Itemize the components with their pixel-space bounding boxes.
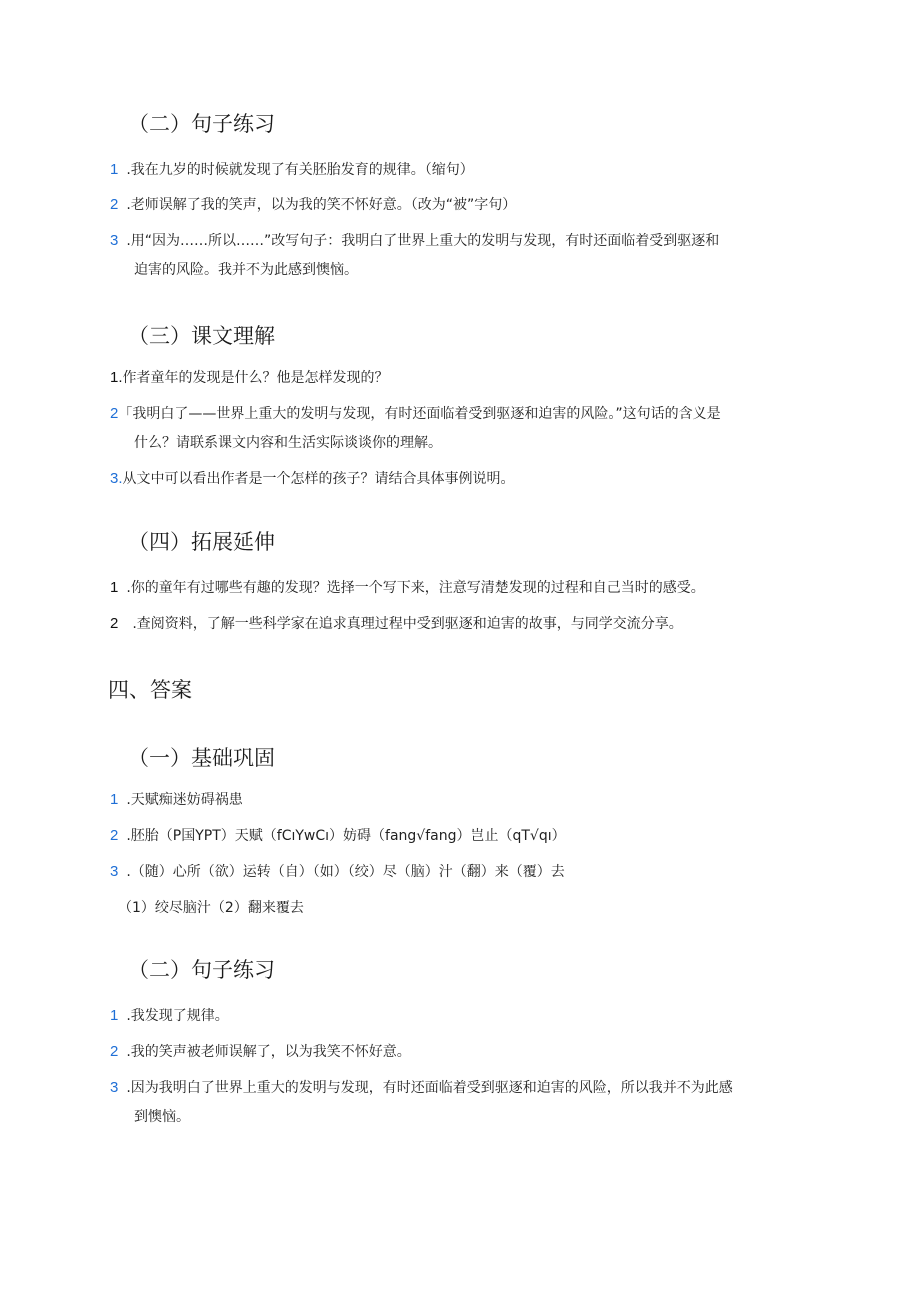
item-text: .天赋痴迷妨碍祸患 — [126, 792, 243, 808]
item-number: 3 — [110, 1079, 119, 1096]
section-heading-answers: 四、答案 — [108, 678, 192, 702]
item-number: 3 — [110, 232, 119, 249]
item-number: 1 — [110, 161, 119, 178]
item-continuation: 什么？请联系课文内容和生活实际谈谈你的理解。 — [134, 435, 442, 451]
section-heading-text-comprehension: （三）课文理解 — [128, 324, 275, 348]
list-item — [110, 865, 565, 879]
list-item — [110, 407, 721, 421]
sub-answer: （1）绞尽脑汁（2）翻来覆去 — [118, 900, 304, 916]
list-item — [110, 1045, 411, 1059]
item-number: 1 — [110, 579, 119, 596]
item-number: 3. — [110, 470, 123, 487]
list-item — [110, 371, 389, 385]
list-item — [110, 198, 516, 212]
item-text: .胚胎（P国YPT）天赋（fCıYwCı）妨碍（fang√fang）岂止（qT√qı） — [126, 828, 566, 844]
item-text: .查阅资料，了解一些科学家在追求真理过程中受到驱逐和迫害的故事，与同学交流分享。 — [132, 616, 683, 632]
list-item — [110, 793, 243, 807]
item-text: .因为我明白了世界上重大的发明与发现，有时还面临着受到驱逐和迫害的风险，所以我并不为此感 — [126, 1080, 733, 1096]
item-number: 1. — [110, 369, 123, 386]
item-continuation: 迫害的风险。我并不为此感到懊恼。 — [134, 262, 358, 278]
item-text: .我的笑声被老师误解了，以为我笑不怀好意。 — [126, 1044, 411, 1060]
item-number: 2 — [110, 615, 119, 632]
item-number: 2 — [110, 196, 119, 213]
item-text: 「我明白了——世界上重大的发明与发现，有时还面临着受到驱逐和迫害的风险。”这句话的含义是 — [118, 406, 721, 422]
item-text: 作者童年的发现是什么？他是怎样发现的？ — [122, 370, 389, 386]
item-text: .你的童年有过哪些有趣的发现？选择一个写下来，注意写清楚发现的过程和自己当时的感受。 — [126, 580, 705, 596]
item-text: .用“因为……所以……”改写句子：我明白了世界上重大的发明与发现，有时还面临着受到驱逐和 — [126, 233, 720, 249]
item-number: 1 — [110, 791, 119, 808]
section-heading-sentence-practice-answers: （二）句子练习 — [128, 958, 275, 982]
list-item — [110, 163, 474, 177]
section-heading-basic-consolidation: （一）基础巩固 — [128, 746, 275, 770]
list-item — [110, 234, 719, 248]
item-text: .我发现了规律。 — [126, 1008, 229, 1024]
list-item — [110, 829, 566, 843]
item-continuation: 到懊恼。 — [134, 1109, 190, 1125]
item-text: .我在九岁的时候就发现了有关胚胎发育的规律。（缩句） — [126, 162, 474, 178]
list-item — [110, 1009, 229, 1023]
item-text: 从文中可以看出作者是一个怎样的孩子？请结合具体事例说明。 — [122, 471, 515, 487]
list-item — [110, 617, 683, 631]
list-item — [110, 1081, 733, 1095]
item-number: 1 — [110, 1007, 119, 1024]
section-heading-sentence-practice: （二）句子练习 — [128, 112, 275, 136]
item-number: 3 — [110, 863, 119, 880]
item-number: 2 — [110, 405, 119, 422]
item-number: 2 — [110, 827, 119, 844]
item-text: .（随）心所（欲）运转（自）（如）（绞）尽（脑）汁（翻）来（覆）去 — [126, 864, 565, 880]
item-text: .老师误解了我的笑声，以为我的笑不怀好意。（改为“被”字句） — [126, 197, 517, 213]
section-heading-extension: （四）拓展延伸 — [128, 530, 275, 554]
list-item — [110, 472, 515, 486]
item-number: 2 — [110, 1043, 119, 1060]
list-item — [110, 581, 705, 595]
